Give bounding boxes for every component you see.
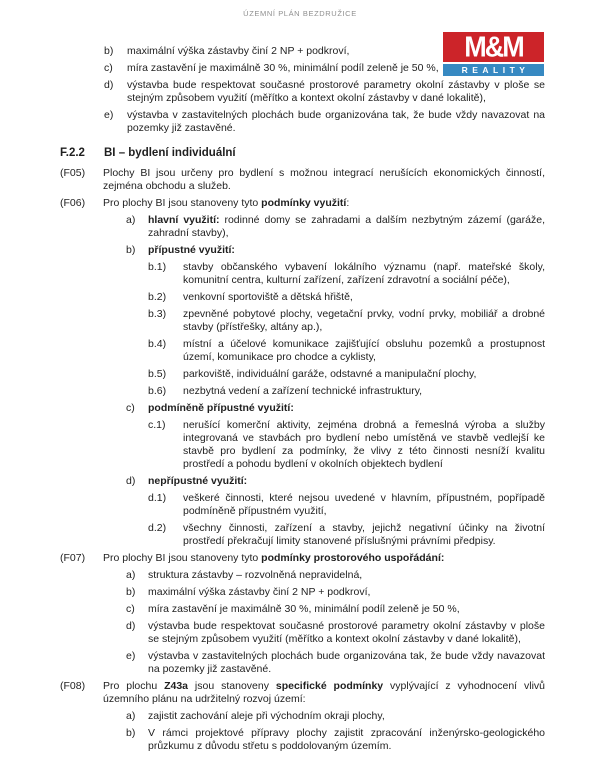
item-label: d) xyxy=(104,79,114,91)
item-label: b.3) xyxy=(148,308,167,320)
document-body xyxy=(0,45,600,757)
list-item xyxy=(0,79,600,105)
item-label: b) xyxy=(126,244,136,256)
list-item xyxy=(0,620,600,646)
list-item xyxy=(0,261,600,287)
item-label: d) xyxy=(126,620,136,632)
item-label: c) xyxy=(104,62,113,74)
item-label: c) xyxy=(126,603,135,615)
list-item xyxy=(0,475,600,488)
list-item xyxy=(0,291,600,304)
item-label: b) xyxy=(126,586,136,598)
numbered-paragraph xyxy=(0,552,600,565)
item-text: venkovní sportoviště a dětská hřiště, xyxy=(183,291,353,303)
item-text: místní a účelové komunikace zajišťující obsluhu pozemků a prostupnost území, komunikace pro chodce a cyklisty, xyxy=(183,338,545,363)
item-text: podmíněně přípustné využití: xyxy=(148,402,294,414)
item-text: hlavní využití: rodinné domy se zahradami a dalším nezbytným zázemí (garáže, zahradní stavby), xyxy=(148,214,545,239)
list-item xyxy=(0,603,600,616)
item-label: d.1) xyxy=(148,492,167,504)
item-label: b.2) xyxy=(148,291,167,303)
item-label: b.4) xyxy=(148,338,167,350)
item-text: BI – bydlení individuální xyxy=(104,147,236,159)
item-text: nepřípustné využití: xyxy=(148,475,248,487)
item-label: a) xyxy=(126,710,136,722)
logo-mm-text: M&M xyxy=(464,32,523,62)
item-text: míra zastavění je maximálně 30 %, minimální podíl zeleně je 50 %, xyxy=(148,603,460,615)
list-item xyxy=(0,522,600,548)
list-item xyxy=(0,402,600,415)
item-text: stavby občanského vybavení lokálního významu (např. mateřské školy, komunitní centra, kulturní zařízení, zařízení zdravotní a sociální péče), xyxy=(183,261,545,286)
page-header: ÚZEMNÍ PLÁN BEZDRUŽICE xyxy=(243,9,357,18)
list-item xyxy=(0,727,600,753)
item-label: (F08) xyxy=(60,680,86,692)
item-label: d) xyxy=(126,475,136,487)
list-item xyxy=(0,214,600,240)
item-label: (F06) xyxy=(60,197,86,209)
item-text: V rámci projektové přípravy plochy zajistit zpracování inženýrsko-geologického průzkumu z důvodu střetu s poddolovaným územím. xyxy=(148,727,545,752)
item-text: všechny činnosti, zařízení a stavby, jejichž negativní účinky na životní prostředí překračují limity stanovené příslušnými právními předpisy. xyxy=(183,522,545,547)
item-label: b.6) xyxy=(148,385,167,397)
item-label: (F07) xyxy=(60,552,86,564)
list-item xyxy=(0,368,600,381)
item-text: výstavba bude respektovat současné prostorové parametry okolní zástavby v ploše se stejným způsobem využití (měřítko a kontext okolní zástavby v dané lokalitě), xyxy=(127,79,545,104)
item-label: b) xyxy=(104,45,114,57)
numbered-paragraph xyxy=(0,680,600,706)
item-text: veškeré činnosti, které nejsou uvedené v hlavním, přípustném, popřípadě podmíněně přípustném využití, xyxy=(183,492,545,517)
item-label: F.2.2 xyxy=(60,147,85,159)
list-item xyxy=(0,308,600,334)
item-label: d.2) xyxy=(148,522,167,534)
item-text: struktura zástavby – rozvolněná nepravidelná, xyxy=(148,569,363,581)
item-text: Pro plochu Z43a jsou stanoveny specifické podmínky vyplývající z vyhodnocení vlivů územního plánu na udržitelný rozvoj území: xyxy=(103,680,545,705)
item-label: c.1) xyxy=(148,419,166,431)
item-text: přípustné využití: xyxy=(148,244,235,256)
numbered-paragraph xyxy=(0,197,600,210)
item-text: Pro plochy BI jsou stanoveny tyto podmínky využití: xyxy=(103,197,350,209)
list-item xyxy=(0,109,600,135)
item-label: (F05) xyxy=(60,167,86,179)
item-label: c) xyxy=(126,402,135,414)
list-item xyxy=(0,45,600,58)
item-text: míra zastavění je maximálně 30 %, minimální podíl zeleně je 50 %, xyxy=(127,62,439,74)
item-text: zajistit zachování aleje při východním okraji plochy, xyxy=(148,710,385,722)
item-label: b) xyxy=(126,727,136,739)
item-text: nerušící komerční aktivity, zejména drobná a řemeslná výroba a služby integrovaná ve stavbách pro bydlení nebo umístěná ve stavbě vedlejší ke stavbě pro bydlení za podmínky, že vlivy z této činnosti nesníží kvalitu prostředí a pohodu bydlení v okolních objektech bydlení xyxy=(183,419,545,470)
numbered-paragraph xyxy=(0,167,600,193)
item-label: a) xyxy=(126,214,136,226)
item-label: b.5) xyxy=(148,368,167,380)
list-item xyxy=(0,586,600,599)
list-item xyxy=(0,244,600,257)
list-item xyxy=(0,650,600,676)
item-label: b.1) xyxy=(148,261,167,273)
item-label: a) xyxy=(126,569,136,581)
logo-reality-text: REALITY xyxy=(461,64,530,75)
section-heading xyxy=(0,147,600,160)
item-text: nezbytná vedení a zařízení technické infrastruktury, xyxy=(183,385,423,397)
item-label: e) xyxy=(126,650,136,662)
item-text: Plochy BI jsou určeny pro bydlení s možnou integrací nerušících ekonomických činností, zejména obchodu a služeb. xyxy=(103,167,545,192)
list-item xyxy=(0,62,600,75)
item-text: maximální výška zástavby činí 2 NP + podkroví, xyxy=(127,45,350,57)
item-text: výstavba v zastavitelných plochách bude organizována tak, že bude vždy navazovat na pozemky již zastavěné. xyxy=(148,650,545,675)
item-text: zpevněné pobytové plochy, vegetační prvky, vodní prvky, mobiliář a drobné stavby (přístřešky, altány ap.), xyxy=(183,308,545,333)
item-text: výstavba v zastavitelných plochách bude organizována tak, že bude vždy navazovat na pozemky již zastavěné. xyxy=(127,109,545,134)
item-text: Pro plochy BI jsou stanoveny tyto podmínky prostorového uspořádání: xyxy=(103,552,445,564)
list-item xyxy=(0,569,600,582)
list-item xyxy=(0,492,600,518)
item-text: parkoviště, individuální garáže, odstavné a manipulační plochy, xyxy=(183,368,477,380)
list-item xyxy=(0,338,600,364)
item-text: maximální výška zástavby činí 2 NP + podkroví, xyxy=(148,586,371,598)
item-text: výstavba bude respektovat současné prostorové parametry okolní zástavby v ploše se stejným způsobem využití (měřítko a kontext okolní zástavby v dané lokalitě), xyxy=(148,620,545,645)
item-label: e) xyxy=(104,109,114,121)
list-item xyxy=(0,385,600,398)
list-item xyxy=(0,419,600,471)
list-item xyxy=(0,710,600,723)
